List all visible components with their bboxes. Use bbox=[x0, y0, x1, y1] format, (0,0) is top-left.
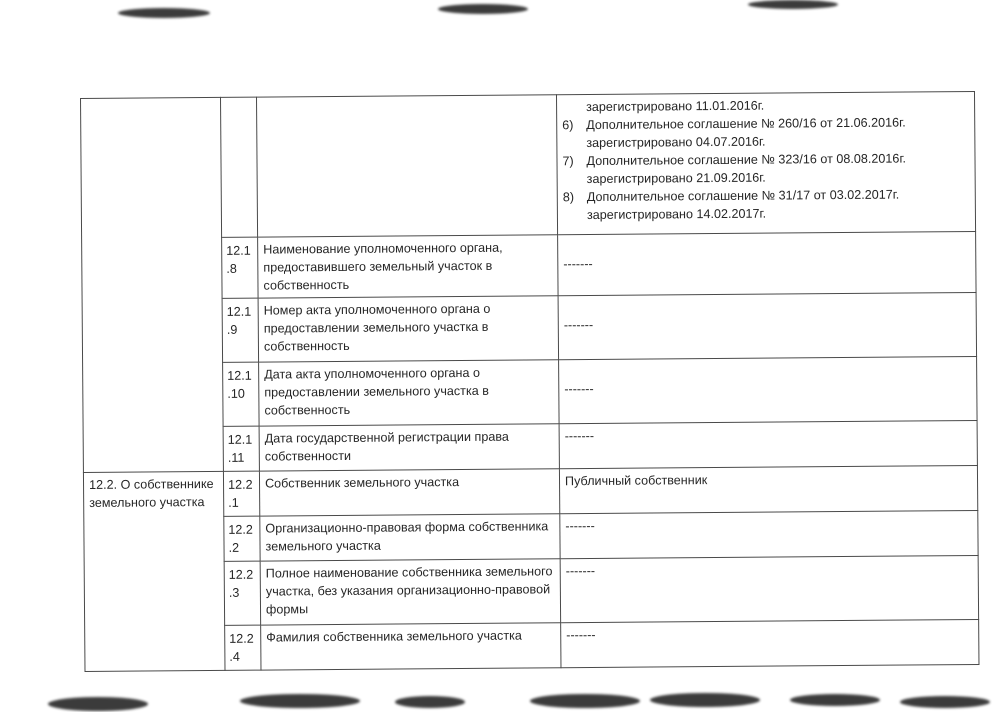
row-number: 12.2.2 bbox=[224, 516, 260, 561]
scan-smudge-top-1 bbox=[118, 8, 210, 18]
row-number: 12.2.3 bbox=[224, 561, 261, 625]
agreements-cell bbox=[556, 91, 975, 234]
agreement-registered: зарегистрировано 04.07.2016г. bbox=[586, 134, 766, 151]
scan-smudge-top-3 bbox=[748, 0, 838, 9]
scan-smudge-bottom-2 bbox=[240, 694, 360, 708]
row-value: ------- bbox=[560, 510, 978, 558]
row-name-cell bbox=[256, 95, 557, 237]
row-number: 12.2.4 bbox=[225, 625, 261, 670]
scan-smudge-bottom-7 bbox=[900, 696, 990, 708]
row-name: Фамилия собственника земельного участка bbox=[261, 623, 561, 670]
scan-smudge-bottom-1 bbox=[48, 697, 148, 711]
land-plot-info-table bbox=[80, 91, 979, 672]
row-number: 12.2.1 bbox=[223, 471, 259, 516]
row-number: 12.1.8 bbox=[222, 237, 258, 298]
row-value: Публичный собственник bbox=[559, 465, 977, 513]
row-name: Дата государственной регистрации права собственности bbox=[259, 424, 559, 471]
registration-date-line: зарегистрировано 11.01.2016г. bbox=[586, 98, 765, 115]
agreement-registered: зарегистрировано 21.09.2016г. bbox=[586, 170, 766, 187]
row-value: ------- bbox=[558, 231, 976, 295]
row-name: Наименование уполномоченного органа, предоставившего земельный участок в собственность bbox=[258, 235, 558, 298]
list-marker: 8) bbox=[562, 190, 575, 205]
list-item bbox=[562, 113, 969, 152]
row-value: ------- bbox=[559, 356, 977, 423]
row-name: Дата акта уполномоченного органа о предоставлении земельного участка в собственность bbox=[259, 360, 559, 426]
row-name: Номер акта уполномоченного органа о предоставлении земельного участка в собственность bbox=[258, 296, 558, 362]
row-number: 12.1.9 bbox=[222, 298, 259, 362]
agreement-title: Дополнительное соглашение № 323/16 от 08.08.2016г. bbox=[586, 151, 907, 169]
agreement-title: Дополнительное соглашение № 31/17 от 03.02.2017г. bbox=[586, 187, 900, 205]
row-value: ------- bbox=[558, 292, 976, 359]
scan-smudge-bottom-3 bbox=[395, 696, 465, 708]
row-value: ------- bbox=[559, 420, 977, 468]
row-name: Собственник земельного участка bbox=[259, 469, 559, 516]
table-row bbox=[83, 465, 977, 517]
row-name: Организационно-правовая форма собственника земельного участка bbox=[260, 514, 560, 561]
list-marker: 7) bbox=[562, 154, 574, 169]
agreement-title: Дополнительное соглашение № 260/16 от 21.06.2016г. bbox=[586, 115, 906, 133]
scan-smudge-bottom-5 bbox=[650, 693, 760, 707]
table-row-registration-continuation bbox=[81, 91, 976, 238]
list-item bbox=[563, 185, 970, 224]
list-marker: 6) bbox=[562, 118, 574, 133]
row-value: ------- bbox=[560, 555, 978, 622]
row-name: Полное наименование собственника земельного участка, без указания организационно-правовой формы bbox=[260, 559, 560, 625]
scan-smudge-bottom-4 bbox=[530, 694, 640, 708]
section-12-1-title-cell bbox=[81, 97, 224, 472]
scan-smudge-top-2 bbox=[438, 4, 528, 14]
agreement-registered: зарегистрировано 14.02.2017г. bbox=[586, 206, 767, 223]
agreements-list bbox=[562, 113, 970, 224]
row-number: 12.1.11 bbox=[223, 426, 259, 471]
list-item bbox=[562, 149, 969, 188]
scan-smudge-bottom-6 bbox=[790, 694, 880, 706]
row-value: ------- bbox=[561, 619, 979, 667]
row-number: 12.1.10 bbox=[223, 362, 260, 426]
section-12-2-title: 12.2. О собственнике земельного участка bbox=[83, 471, 225, 671]
row-number-cell bbox=[220, 97, 257, 237]
